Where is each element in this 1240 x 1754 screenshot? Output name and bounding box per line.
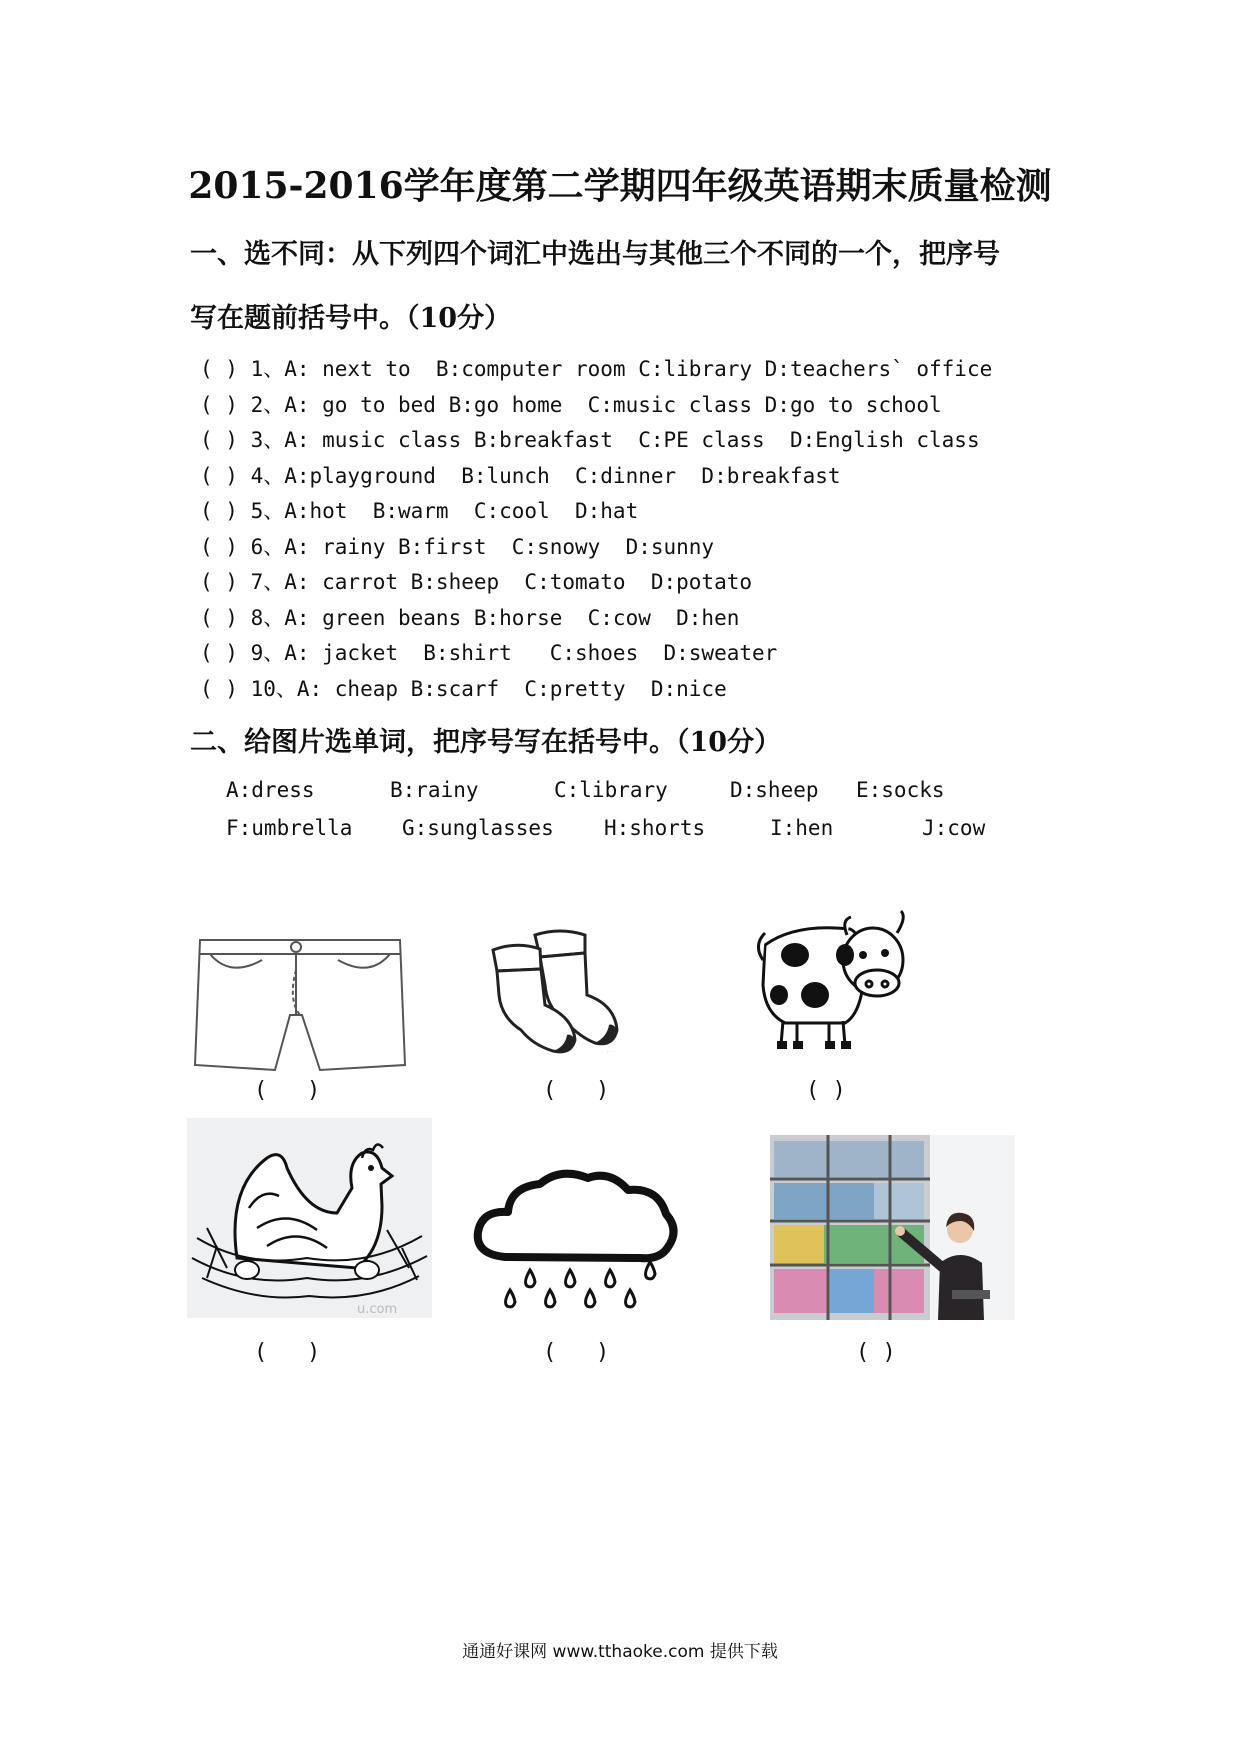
section2-heading: 二、给图片选单词，把序号写在括号中。（10分） xyxy=(190,727,782,758)
question-item: ( ) 10、A: cheap B:scarf C:pretty D:nice xyxy=(200,676,727,701)
question-item: ( ) 6、A: rainy B:first C:snowy D:sunny xyxy=(200,534,715,559)
question-list xyxy=(200,352,992,707)
word-option: D:sheep xyxy=(730,778,819,802)
question-item: ( ) 4、A:playground B:lunch C:dinner D:breakfast xyxy=(200,463,841,488)
question-item: ( ) 5、A:hot B:warm C:cool D:hat xyxy=(200,499,639,523)
word-option: C:library xyxy=(554,778,668,802)
cow-picture xyxy=(755,905,920,1055)
library-photo xyxy=(770,1135,1015,1320)
word-option: A:dress xyxy=(226,778,315,802)
question-item: ( ) 3、A: music class B:breakfast C:PE class D:English class xyxy=(200,428,980,452)
question-item: ( ) 9、A: jacket B:shirt C:shoes D:sweater xyxy=(200,641,778,665)
question-item: ( ) 7、A: carrot B:sheep C:tomato D:potato xyxy=(200,570,753,594)
section1-heading-line1: 一、选不同：从下列四个词汇中选出与其他三个不同的一个，把序号 xyxy=(190,239,1000,270)
word-option: E:socks xyxy=(856,778,945,802)
question-item: ( ) 8、A: green beans B:horse C:cow D:hen xyxy=(200,605,740,630)
rain-cloud-picture xyxy=(470,1162,685,1322)
answer-blank[interactable]: ( ) xyxy=(543,1078,610,1103)
socks-picture xyxy=(485,925,660,1060)
svg-text:· · ·: · · · xyxy=(607,1049,615,1055)
answer-blank[interactable]: ( ) xyxy=(254,1340,321,1365)
section1-heading-line2: 写在题前括号中。（10分） xyxy=(190,303,512,334)
answer-blank[interactable]: ( ) xyxy=(543,1340,610,1365)
word-option: F:umbrella xyxy=(226,816,353,840)
word-option: I:hen xyxy=(770,816,834,840)
word-option: G:sunglasses xyxy=(402,816,554,840)
answer-blank[interactable]: ( ) xyxy=(254,1078,321,1103)
answer-blank[interactable]: ( ) xyxy=(806,1078,846,1103)
question-item: ( ) 1、A: next to B:computer room C:library D:teachers` office xyxy=(200,357,993,381)
page-title: 2015-2016学年度第二学期四年级英语期末质量检测 xyxy=(188,165,1052,207)
svg-text:u.com: u.com xyxy=(357,1302,398,1317)
answer-blank[interactable]: ( ) xyxy=(856,1340,896,1365)
hen-picture xyxy=(187,1118,432,1318)
word-option: H:shorts xyxy=(604,816,706,840)
word-option: B:rainy xyxy=(390,778,479,802)
page-footer: 通通好课网 www.tthaoke.com 提供下载 xyxy=(462,1642,778,1662)
question-item: ( ) 2、A: go to bed B:go home C:music class D:go to school xyxy=(200,392,942,417)
word-option: J:cow xyxy=(922,816,986,840)
shorts-picture xyxy=(190,930,410,1075)
